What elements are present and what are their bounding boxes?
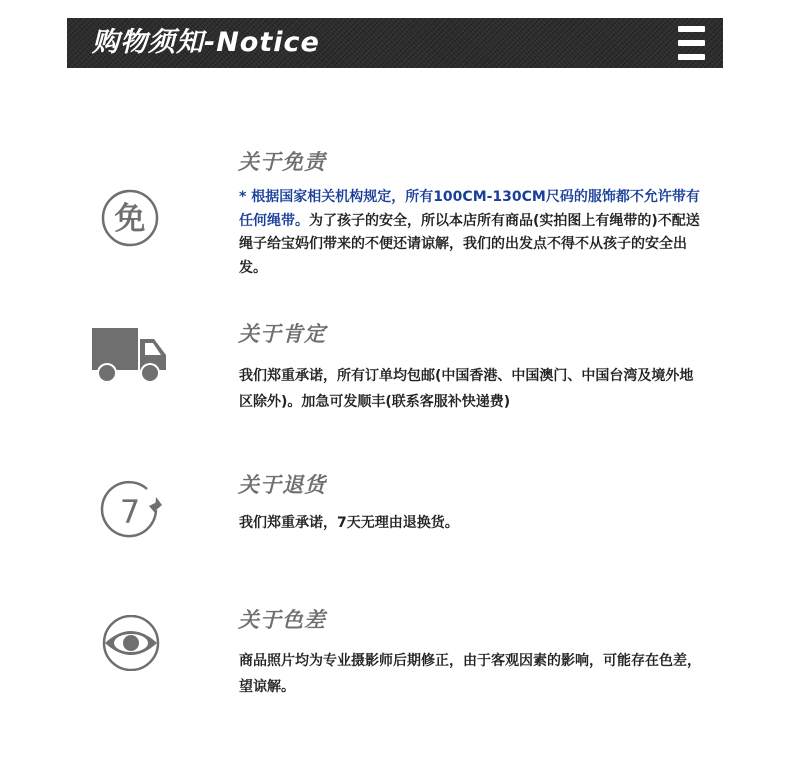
truck-icon: [92, 325, 170, 387]
section-body: [239, 186, 709, 280]
menu-icon-bar: [678, 40, 705, 46]
menu-icon[interactable]: [678, 24, 705, 62]
menu-icon-bar: [678, 54, 705, 60]
regulation-highlight: * 根据国家相关机构规定，所有100CM-130CM尺码的服饰都不允许带有任何绳带。: [239, 189, 700, 229]
notice-header-bar: [67, 18, 723, 68]
mian-exemption-icon: [100, 188, 160, 248]
body-text: 为了孩子的安全，所以本店所有商品(实拍图上有绳带的)不配送绳子给宝妈们带来的不便还请谅解，我们的出发点不得不从孩子的安全出发。: [239, 212, 700, 276]
page-title: 购物须知-Notice: [92, 27, 320, 58]
section-body: 商品照片均为专业摄影师后期修正，由于客观因素的影响，可能存在色差，望谅解。: [239, 653, 701, 695]
section-body: 我们郑重承诺，所有订单均包邮(中国香港、中国澳门、中国台湾及境外地区除外)。加急可发顺丰(联系客服补快递费): [239, 368, 694, 410]
section-title: 关于免责: [238, 150, 326, 174]
section-title: 关于色差: [238, 608, 326, 632]
menu-icon-bar: [678, 26, 705, 32]
icon-glyph: 7: [119, 493, 141, 531]
eye-icon: [97, 615, 165, 671]
seven-day-return-icon: [99, 480, 163, 542]
section-title: 关于肯定: [238, 322, 326, 346]
section-title: 关于退货: [238, 473, 326, 497]
icon-glyph: 免: [114, 201, 146, 237]
section-body: 我们郑重承诺，7天无理由退换货。: [239, 515, 459, 531]
